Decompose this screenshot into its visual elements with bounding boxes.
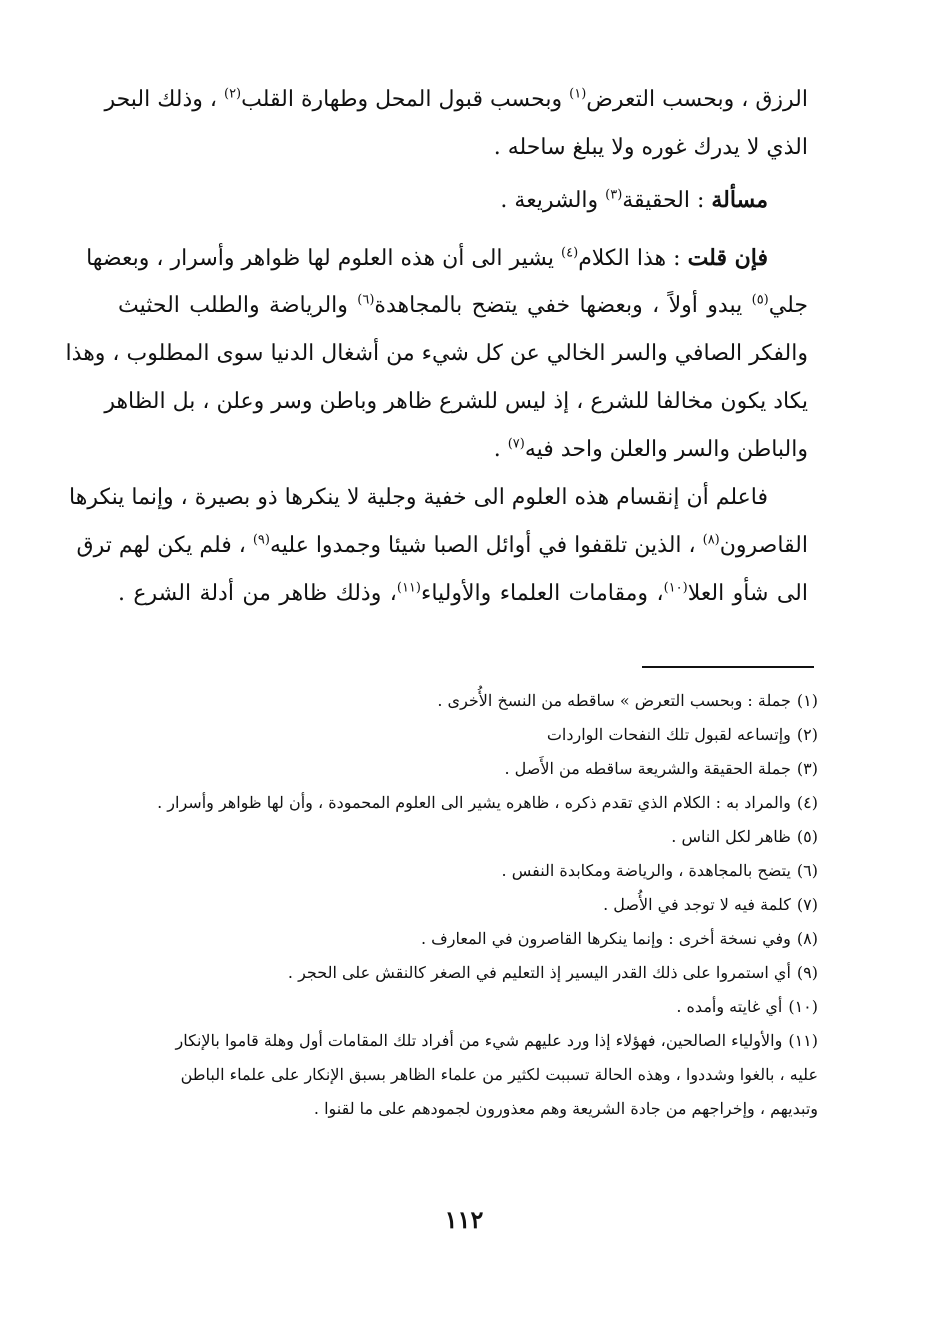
footnote-text: يتضح بالمجاهدة ، والرياضة ومكابدة النفس . [501, 861, 791, 880]
text-run: جلي [768, 293, 808, 318]
footnote-ref-6: (٦) [357, 292, 375, 308]
text-run: : هذا الكلام [578, 246, 688, 271]
footnote-number: (٣) [796, 759, 818, 778]
footnote-ref-10: (١٠) [663, 580, 688, 596]
paragraph-2-line-3 [118, 570, 808, 618]
paragraph-1-line-5 [118, 426, 808, 474]
footnote-number: (٤) [796, 793, 818, 812]
paragraph-2-line-1: فاعلم أن إنقسام هذه العلوم الى خفية وجلية لا ينكرها ذو بصيرة ، وإنما ينكرها [69, 485, 768, 510]
footnote-text: جملة الحقيقة والشريعة ساقطه من الأَصل . [504, 759, 791, 778]
main-text [65, 76, 808, 618]
footnote-ref-1: (١) [569, 86, 587, 102]
footnote-text: والأولياء الصالحين، فهؤلاء إذا ورد عليهم شيء من أفراد تلك المقامات أول وهلة قاموا بالإنكار [175, 1031, 783, 1050]
footnote-ref-3: (٣) [605, 187, 623, 203]
text-run: ، الذين تلقفوا في أوائل الصبا شيئا وجمدوا عليه [269, 533, 703, 558]
text-run: يشير الى أن هذه العلوم لها ظواهر وأسرار ، وبعضها [86, 246, 562, 271]
text-run: الرزق ، وبحسب التعرض [586, 87, 808, 112]
text-run: ، فلم يكن لهم ترق [76, 533, 253, 558]
footnote-separator [642, 666, 814, 668]
footnote-text: وإتساعه لقبول تلك النفحات الواردات [546, 725, 791, 744]
text-run: ، ومقامات العلماء والأولياء [420, 581, 664, 606]
paragraph-1-line-2 [118, 282, 808, 330]
footnote-text: ظاهر لكل الناس . [671, 827, 791, 846]
text-run: ، وذلك البحر [104, 87, 224, 112]
footnote-number: (٩) [796, 963, 818, 982]
text-run: . [493, 437, 508, 462]
text-run: وبحسب قبول المحل وطهارة القلب [241, 87, 570, 112]
footnote-3 [113, 752, 818, 786]
footnote-number: (٨) [796, 929, 818, 948]
footnote-number: (١) [796, 691, 818, 710]
paragraph-2-line-2 [76, 522, 808, 570]
footnote-number: (٦) [796, 861, 818, 880]
text-run: القاصرون [719, 533, 808, 558]
footnote-text: جملة : وبحسب التعرض » ساقطه من النسخ الأُخرى . [437, 691, 791, 710]
text-run: يبدو أولاً ، وبعضها خفي يتضح بالمجاهدة [374, 293, 752, 318]
text-run: : الحقيقة [622, 188, 712, 213]
text-line-1 [104, 76, 808, 124]
section-heading [118, 176, 808, 224]
footnote-ref-5: (٥) [751, 292, 769, 308]
footnote-4 [113, 786, 818, 820]
footnote-11-continuation-1: عليه ، بالغوا وشددوا ، وهذه الحالة تسببت لكثير من علماء الظاهر بسبق الإنكار على علماء الباطن [180, 1065, 818, 1084]
footnote-ref-9: (٩) [252, 532, 270, 548]
footnote-8 [113, 922, 818, 956]
footnote-number: (١١) [788, 1031, 818, 1050]
footnote-number: (٢) [796, 725, 818, 744]
heading-label: مسألة [711, 187, 768, 213]
footnote-11 [113, 1024, 818, 1058]
text-run: والشريعة . [500, 188, 606, 213]
footnote-2 [113, 718, 818, 752]
footnote-text: والمراد به : الكلام الذي تقدم ذكره ، ظاهره يشير الى العلوم المحمودة ، وأن لها ظواهر وأسرار . [157, 793, 791, 812]
footnote-text: وفي نسخة أخرى : وإنما ينكرها القاصرون في المعارف . [420, 929, 791, 948]
footnote-text: كلمة فيه لا توجد في الأُصل . [603, 895, 791, 914]
footnote-text: أي غايته وأمده . [676, 997, 783, 1016]
footnotes [113, 684, 818, 1126]
question-label: فإن قلت [687, 245, 768, 271]
footnote-ref-4: (٤) [561, 245, 579, 261]
footnote-ref-8: (٨) [702, 532, 720, 548]
text-run: والرياضة والطلب الحثيث [118, 293, 358, 318]
footnote-6 [113, 854, 818, 888]
paragraph-1-line-3: والفكر الصافي والسر الخالي عن كل شيء من أشغال الدنيا سوى المطلوب ، وهذا [65, 341, 808, 366]
footnote-number: (٥) [796, 827, 818, 846]
text-run: الى شأو العلا [687, 581, 808, 606]
text-run: والباطن والسر والعلن واحد فيه [524, 437, 808, 462]
footnote-11-continuation-2: وتبديهم ، وإخراجهم من جادة الشريعة وهم معذورون لجمودهم على ما لقنوا . [313, 1099, 818, 1118]
footnote-1 [113, 684, 818, 718]
paragraph-1-line-1 [86, 234, 808, 282]
footnote-number: (٧) [796, 895, 818, 914]
footnote-7 [113, 888, 818, 922]
paragraph-1-line-4: يكاد يكون مخالفا للشرع ، إذ ليس للشرع ظاهر وباطن وسر وعلن ، بل الظاهر [104, 389, 808, 414]
text-run: ، وذلك ظاهر من أدلة الشرع . [118, 581, 397, 606]
text-line-2: الذي لا يدرك غوره ولا يبلغ ساحله . [493, 135, 808, 160]
footnote-ref-2: (٢) [223, 86, 242, 102]
footnote-text: أي استمروا على ذلك القدر اليسير إذ التعليم في الصغر كالنقش على الحجر . [287, 963, 791, 982]
footnote-ref-11: (١١) [396, 580, 421, 596]
footnote-9 [113, 956, 818, 990]
footnote-5 [113, 820, 818, 854]
footnote-10 [113, 990, 818, 1024]
page-number: ١١٢ [444, 1205, 484, 1234]
footnote-ref-7: (٧) [507, 436, 525, 452]
footnote-number: (١٠) [788, 997, 818, 1016]
